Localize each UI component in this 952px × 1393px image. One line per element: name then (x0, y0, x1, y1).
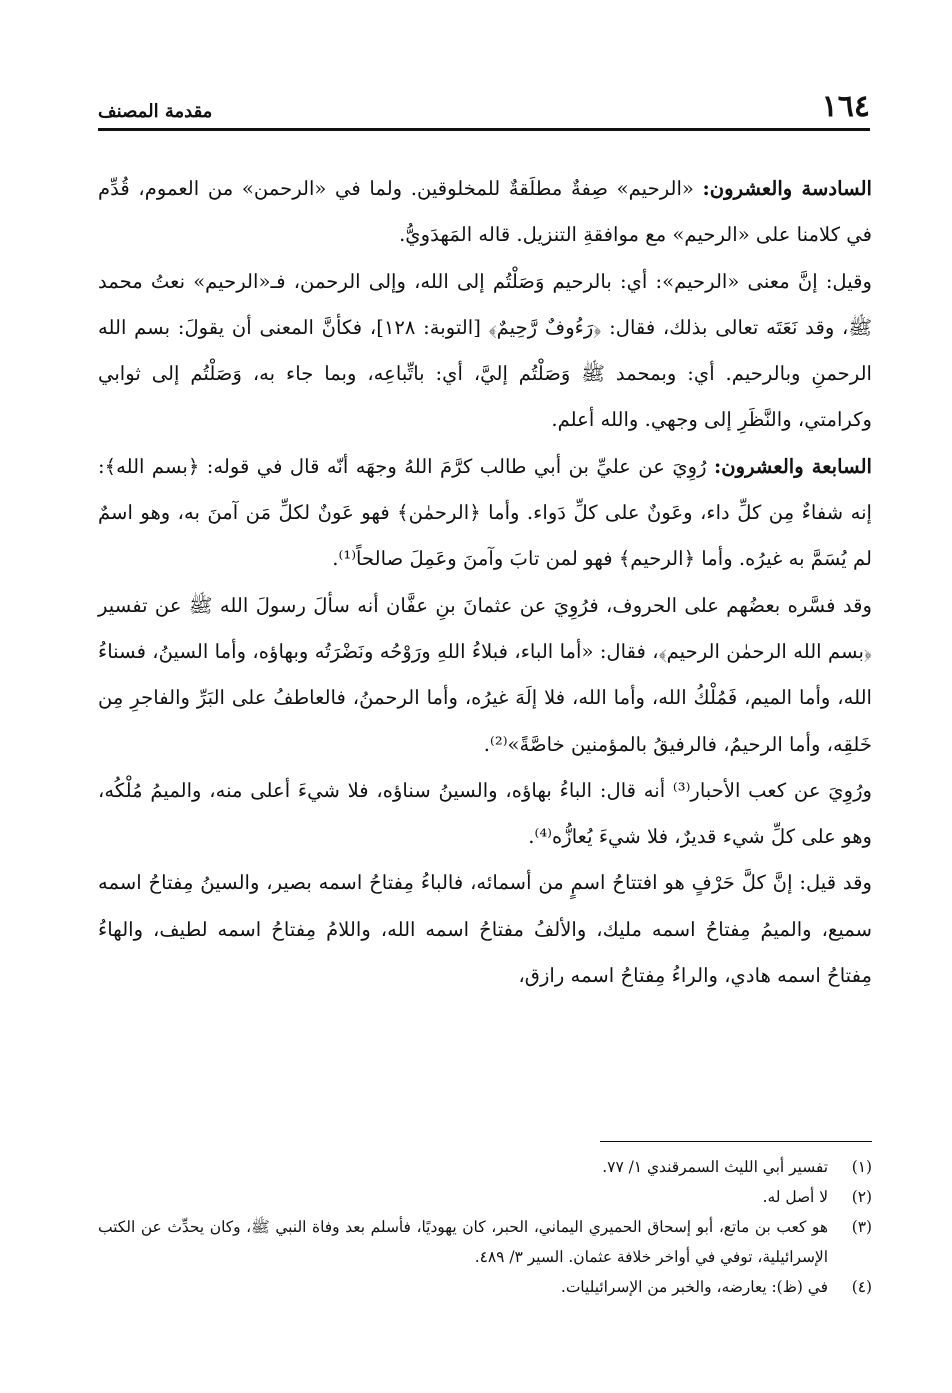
section-heading-27: السابعة والعشرون: (714, 454, 872, 478)
page-number: ١٦٤ (821, 89, 870, 124)
paragraph-text: «الرحيم» صِفةٌ مطلَقةٌ للمخلوقين. ولما في «الرحمن» من العموم، قُدِّم في كلامنا على «الرحيم» مع موافقةِ التنزيل. قاله المَهدَويُّ. (98, 177, 872, 247)
footnote-number: (٢) (851, 1188, 872, 1206)
paragraph-alt-meaning (98, 259, 872, 444)
main-text (98, 166, 872, 999)
footnote-text: في (ظ): يعارضه، والخبر من الإسرائيليات. (560, 1278, 828, 1296)
footnote-text: هو كعب بن ماتع، أبو إسحاق الحميري اليماني، الحبر، كان يهوديًا، فأسلم بعد وفاة النبي ﷺ، وكان يحدِّث عن الكتب الإسرائيلية، توفي في أواخر خلافة عثمان. السير ٣/ ٤٨٩. (98, 1218, 828, 1266)
footnote-divider (600, 1141, 872, 1142)
footnotes (98, 1152, 872, 1302)
paragraph-text: وقيل: إنَّ معنى «الرحيم»: أي: بالرحيم وَصَلْتُم إلى الله، وإلى الرحمن، فـ«الرحيم» نعتُ محمد ﷺ، وقد نَعَتَه تعالى بذلك، فقال: ﴿رَءُوفٌ رَّحِيمٌ﴾ [التوبة: ١٢٨]، فكأنَّ المعنى أن يقولَ: بسم الله الرحمنِ وبالرحيم. أي: وبمحمد ﷺ وَصَلْتُم إليَّ، أي: باتِّباعِه، وبما جاء به، وَصَلْتُم إلى ثوابي وكرامتي، والنَّظَرِ إلى وجهي. والله أعلم. (98, 269, 873, 432)
paragraph-keys (98, 860, 872, 999)
footnote-3 (98, 1212, 872, 1272)
footnote-number: (١) (851, 1158, 872, 1176)
paragraph-letters (98, 583, 872, 768)
paragraph-text: وقد قيل: إنَّ كلَّ حَرْفٍ هو افتتاحُ اسمٍ من أسمائه، فالباءُ مِفتاحُ اسمه بصير، والسينُ مِفتاحُ اسمه سميع، والميمُ مِفتاحُ اسمه مليك، والألفُ مفتاحُ اسمه الله، واللامُ مِفتاحُ اسمه لطيف، والهاءُ مِفتاحُ اسمه هادي، والراءُ مِفتاحُ اسمه رازق، (98, 871, 872, 988)
paragraph-26 (98, 166, 872, 259)
paragraph-27 (98, 444, 872, 583)
footnote-2 (98, 1182, 872, 1212)
footnote-number: (٣) (851, 1218, 872, 1236)
footnote-number: (٤) (851, 1278, 872, 1296)
paragraph-text: وقد فسَّره بعضُهم على الحروف، فرُوِيَ عن عثمانَ بنِ عفَّان أنه سألَ رسولَ الله ﷺ عن تفسير ﴿بسم الله الرحمٰن الرحيم﴾، فقال: «أما الباء، فبلاءُ اللهِ ورَوْحُه ونَضْرَتُه وبهاؤه، وأما السينُ، فسناءُ الله، وأما الميم، فَمُلْكُ الله، وأما الله، فلا إلَهَ غيرُه، وأما الرحمنُ، فالعاطفُ على البَرِّ والفاجرِ مِن خَلقِه، وأما الرحيمُ، فالرفيقُ بالمؤمنين خاصَّةً»⁽²⁾. (98, 593, 872, 756)
running-title: مقدمة المصنف (98, 101, 213, 122)
paragraph-text: رُوِيَ عن عليِّ بن أبي طالب كرَّمَ اللهُ وجهَه أنّه قال في قوله: ﴿بسم الله﴾: إنه شفاءٌ مِن كلِّ داء، وعَونٌ على كلِّ دَواء. وأما ﴿الرحمٰن﴾ فهو عَونٌ لكلِّ مَن آمنَ به، وهو اسمٌ لم يُسَمَّ به غيرُه. وأما ﴿الرحيم﴾ فهو لمن تابَ وآمنَ وعَمِلَ صالحاً⁽¹⁾. (98, 454, 872, 571)
paragraph-kaab (98, 768, 872, 861)
footnote-4 (98, 1272, 872, 1302)
footnote-1 (98, 1152, 872, 1182)
section-heading-26: السادسة والعشرون: (702, 177, 872, 200)
paragraph-text: ورُوِيَ عن كعب الأحبار⁽³⁾ أنه قال: الباءُ بهاؤه، والسينُ سناؤه، فلا شيءَ أعلى منه، والميمُ مُلْكُه، وهو على كلِّ شيء قديرٌ، فلا شيءَ يُعازُّه⁽⁴⁾. (98, 778, 872, 849)
footnote-text: تفسير أبي الليث السمرقندي ١/ ٧٧. (602, 1158, 828, 1176)
page-header (98, 88, 870, 131)
footnote-text: لا أصل له. (762, 1188, 828, 1206)
